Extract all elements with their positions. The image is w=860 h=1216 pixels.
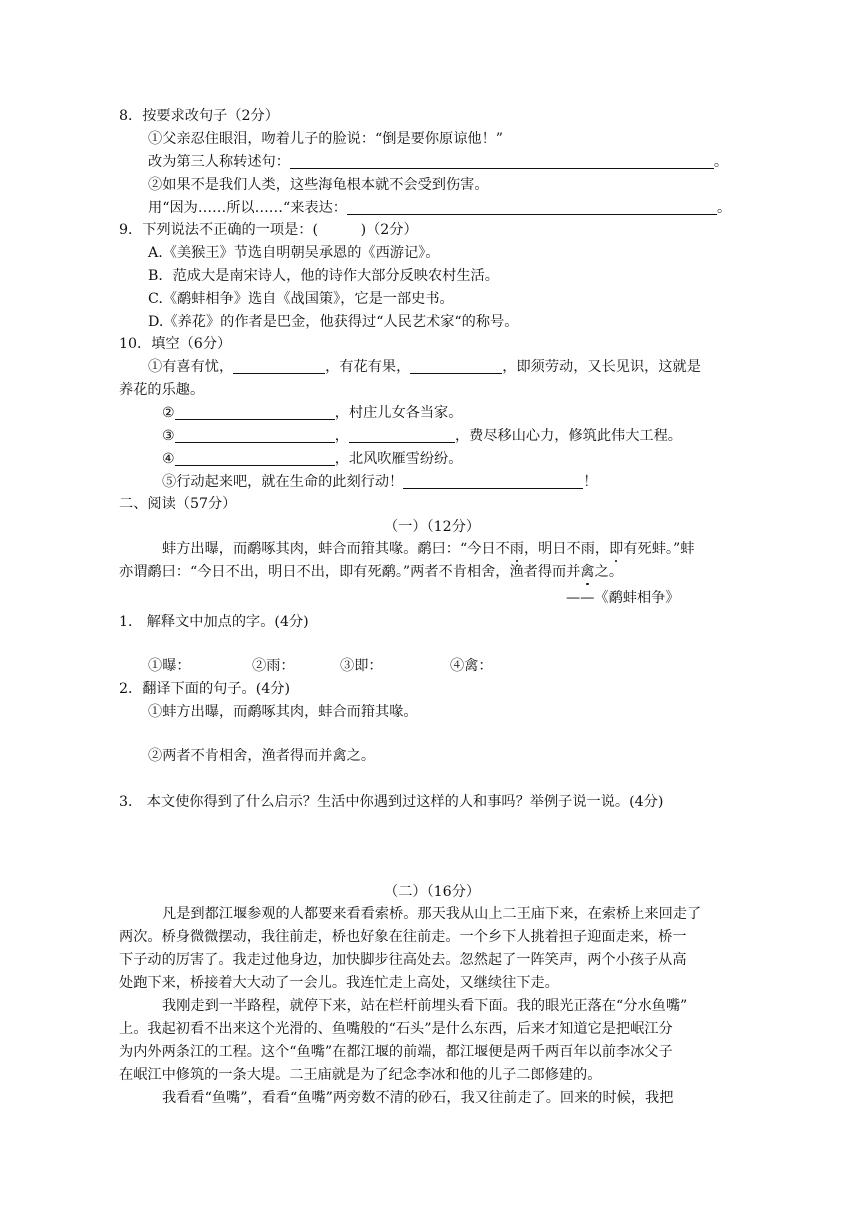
q8-prompt-2: 用“因为……所以……“来表达： [148,200,347,216]
q9-option-d: D.《养花》的作者是巴金，他获得过“人民艺术家“的称号。 [148,314,519,330]
q10-text: ，即须劳动，又长见识，这就是 [502,359,701,375]
q8-sentence-1: ①父亲忍住眼泪，吻着儿子的脸说：“倒是要你原谅他！” [148,131,504,147]
passage2-line: 为内外两条江的工程。这个“鱼嘴”在都江堰的前端，都江堰便是两千两百年以前李冰父子 [119,1044,673,1060]
q10-blank-4[interactable] [175,428,335,443]
passage2-line: 处跑下来，桥接着大大动了一会儿。我连忙走上高处，又继续往下走。 [119,975,559,991]
dotted-char-ji: 即 [609,541,624,557]
passage1-source: ——《鹬蚌相争》 [566,590,680,606]
p1-q1-item-3: ③即： [340,658,383,674]
q8-sentence-2: ②如果不是我们人类，这些海龟根本就不会受到伤害。 [148,177,489,193]
q10-text: ，村庄儿女各当家。 [334,405,463,421]
passage1-text: 亦谓鹬曰：“今日不出，明日不出，即有死鹬。”两者不肯相舍，渔者得而并 [119,564,581,580]
q10-marker: ③ [162,428,175,444]
q10-blank-6[interactable] [175,451,335,466]
q10-line-1-cont: 养花的乐趣。 [119,382,205,398]
q10-line-5 [162,472,597,492]
q10-blank-1[interactable] [233,359,325,374]
passage2-line: 我看看“鱼嘴”，看看“鱼嘴”两旁数不清的砂石，我又往前走了。回来的时候，我把 [162,1090,674,1106]
passage1-text: 之。 [594,564,624,580]
passage2-line: 下子动的厉害了。我走过他身边，加快脚步往高处去。忽然起了一阵笑声，两个小孩子从高 [119,952,687,968]
q8-answer-blank-2[interactable] [347,200,717,215]
q10-marker: ④ [162,451,175,467]
q10-blank-5[interactable] [349,428,455,443]
q10-line-4 [162,449,462,469]
p1-question-1: 1． 解释文中加点的字。(4分) [119,614,309,630]
q10-text: ， [334,428,349,444]
passage1-line-2 [119,562,623,582]
passage2-line: 我刚走到一半路程，就停下来，站在栏杆前埋头看下面。我的眼光正落在“分水鱼嘴” [162,998,688,1014]
q8-prompt-1: 改为第三人称转述句： [148,154,290,170]
q10-blank-2[interactable] [410,359,502,374]
p1-question-3: 3． 本文使你得到了什么启示？生活中你遇到过这样的人和事吗？举例子说一说。(4分) [119,794,664,810]
q10-text: ⑤行动起来吧，就在生命的此刻行动！ [162,474,404,490]
q9-option-c: C.《鹬蚌相争》选自《战国策》，它是一部史书。 [148,291,454,307]
q8-period-2: 。 [716,200,732,216]
q10-text: ，北风吹雁雪纷纷。 [334,451,463,467]
q8-title: 8．按要求改句子（2分） [119,108,279,124]
q8-line-1 [148,152,728,172]
p1-q1-item-2: ②雨： [252,658,295,674]
dotted-char-qin: 禽 [580,564,595,580]
passage2-line: 上。我起初看不出来这个光滑的、鱼嘴般的“石头”是什么东西，后来才知道它是把岷江分 [119,1021,673,1037]
q10-marker: ② [162,405,175,421]
p1-question-2: 2．翻译下面的句子。(4分) [119,681,290,697]
q10-line-1 [148,357,701,377]
q9-option-b: B．范成大是南宋诗人，他的诗作大部分反映农村生活。 [148,268,499,284]
passage1-header: （一）（12分） [384,519,481,535]
q9-title: 9．下列说法不正确的一项是：( )（2分） [119,222,418,238]
q10-text: ①有喜有忧， [148,359,234,375]
dotted-char-rain: 雨 [509,541,524,557]
q8-line-2 [148,198,731,218]
passage1-text: 有死蚌。”蚌 [623,541,695,557]
q10-title: 10．填空（6分） [119,336,232,352]
q10-line-2 [162,403,462,423]
q10-blank-7[interactable] [403,474,583,489]
q10-text: ，有花有果， [325,359,411,375]
passage2-header: （二）（16分） [384,884,481,900]
q10-text: ，费尽移山心力，修筑此伟大工程。 [454,428,682,444]
q8-answer-blank-1[interactable] [290,154,714,169]
section2-title: 二、阅读（57分） [119,496,237,512]
q10-text: ！ [583,474,598,490]
passage2-line: 在岷江中修筑的一条大堤。二王庙就是为了纪念李冰和他的儿子二郎修建的。 [119,1067,602,1083]
passage1-text: ，明日不雨， [523,541,610,557]
p1-q1-item-4: ④禽： [450,658,493,674]
p1-q1-item-1: ①曝： [148,658,191,674]
passage1-text: 蚌方出曝，而鹬啄其肉，蚌合而箝其喙。鹬曰：“今日不 [162,541,510,557]
passage2-line: 两次。桥身微微摆动，我往前走，桥也好象在往前走。一个乡下人挑着担子迎面走来，桥一 [119,929,687,945]
p1-q2-sentence-1: ①蚌方出曝，而鹬啄其肉，蚌合而箝其喙。 [148,704,418,720]
q10-line-3 [162,426,682,446]
q8-period-1: 。 [713,154,729,170]
passage2-line: 凡是到都江堰参观的人都要来看看索桥。那天我从山上二王庙下来，在索桥上来回走了 [162,906,702,922]
passage1-line-1 [162,539,694,559]
q10-blank-3[interactable] [175,405,335,420]
p1-q2-sentence-2: ②两者不肯相舍，渔者得而并禽之。 [148,748,376,764]
q9-option-a: A.《美猴王》节选自明朝吴承恩的《西游记》。 [148,245,440,261]
